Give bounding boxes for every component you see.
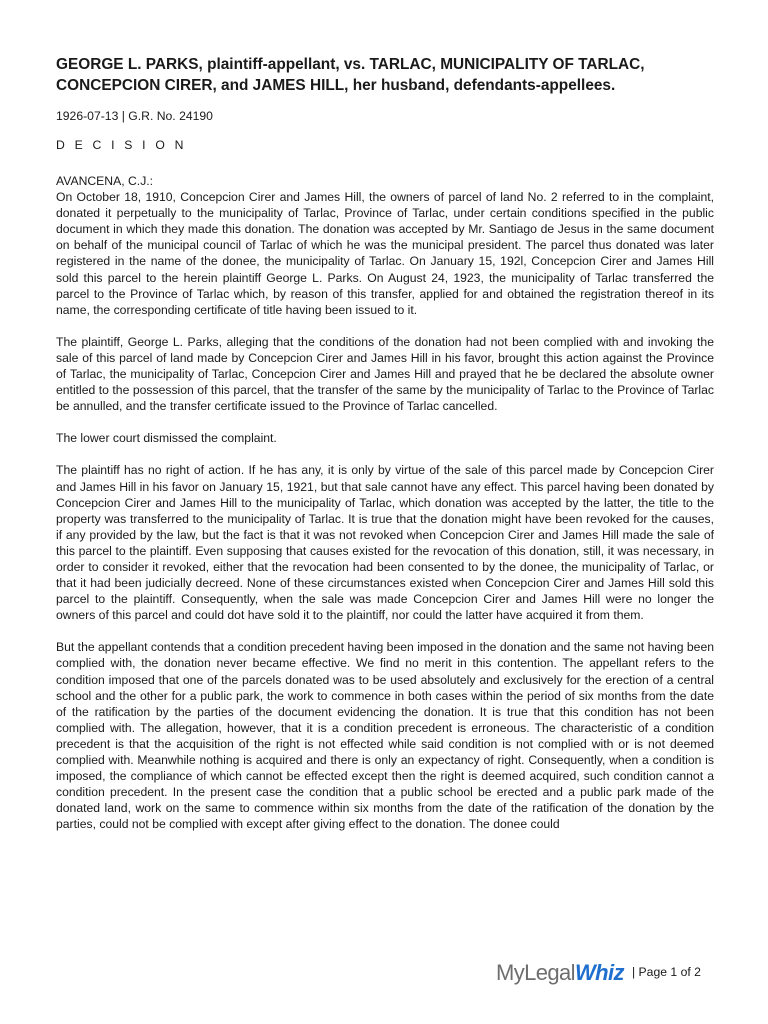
ponente-label: AVANCENA, C.J.: — [56, 174, 154, 188]
document-page — [56, 54, 714, 832]
paragraph-3: The lower court dismissed the complaint. — [56, 431, 277, 446]
mylegalwhiz-logo — [496, 960, 624, 986]
paragraph-1: On October 18, 1910, Concepcion Cirer and James Hill, the owners of parcel of land No. 2 referred to in the complaint, donated it perpetually to the municipality of Tarlac, Province of Tarlac, under certain conditions specified in the public document in which they made this donation. The donation was accepted by Mr. Santiago de Jesus in the same document on behalf of the municipal council of Tarlac of which he was the municipal president. The parcel thus donated was later registered in the name of the donee, the municipality of Tarlac. On January 15, 192l, Concepcion Cirer and James Hill sold this parcel to the herein plaintiff George L. Parks. On August 24, 1923, the municipality of Tarlac transferred the parcel to the Province of Tarlac which, by reason of this transfer, applied for and obtained the registration thereof in its name, the corresponding certificate of title having been issued to it. — [56, 190, 714, 317]
decision-heading: D E C I S I O N — [56, 138, 187, 152]
paragraph-4: The plaintiff has no right of action. If he has any, it is only by virtue of the sale of this parcel made by Concepcion Cirer and James Hill in his favor on January 15, 1921, but that sale cannot have any effect. This parcel having been donated by Concepcion Cirer and James Hill to the municipality of Tarlac, which donation was accepted by the latter, the title to the property was transferred to the municipality of Tarlac. It is true that the donation might have been revoked for the causes, if any provided by the law, but the fact is that it was not revoked when Concepcion Cirer and James Hill made the sale of this parcel to the plaintiff. Even supposing that causes existed for the revocation of this donation, still, it was necessary, in order to consider it revoked, either that the revocation had been consented to by the donee, the municipality of Tarlac, or that it had been judicially decreed. None of these circumstances existed when Concepcion Cirer and James Hill sold this parcel to the plaintiff. Consequently, when the sale was made Concepcion Cirer and James Hill were no longer the owners of this parcel and could dot have sold it to the plaintiff, nor could the latter have acquired it from them. — [56, 463, 714, 623]
case-title: GEORGE L. PARKS, plaintiff-appellant, vs. TARLAC, MUNICIPALITY OF TARLAC, CONCEPCION CIRER, and JAMES HILL, her husband, defendants-appellees. — [56, 56, 645, 94]
case-date-and-number: 1926-07-13 | G.R. No. 24190 — [56, 109, 213, 123]
logo-text-mylegal: MyLegal — [496, 960, 575, 985]
page-footer — [496, 960, 736, 986]
page-number: | Page 1 of 2 — [632, 965, 701, 979]
paragraph-2: The plaintiff, George L. Parks, alleging that the conditions of the donation had not been complied with and invoking the sale of this parcel of land made by Concepcion Cirer and James Hill in his favor, brought this action against the Province of Tarlac, the municipality of Tarlac, Concepcion Cirer and James Hill and prayed that he be declared the absolute owner entitled to the possession of this parcel, that the transfer of the same by the municipality of Tarlac to the Province of Tarlac be annulled, and the transfer certificate issued to the Province of Tarlac cancelled. — [56, 334, 714, 414]
paragraph-5: But the appellant contends that a condition precedent having been imposed in the donation and the same not having been complied with, the donation never became effective. We find no merit in this contention. The appellant refers to the condition imposed that one of the parcels donated was to be used absolutely and exclusively for the erection of a central school and the other for a public park, the work to commence in both cases within the period of six months from the date of the ratification by the parties of the document evidencing the donation. It is true that this condition has not been complied with. The allegation, however, that it is a condition precedent is erroneous. The characteristic of a condition precedent is that the acquisition of the right is not effected while said condition is not complied with or is not deemed complied with. Meanwhile nothing is acquired and there is only an expectancy of right. Consequently, when a condition is imposed, the compliance of which cannot be effected except then the right is deemed acquired, such condition cannot a condition precedent. In the present case the condition that a public school be erected and a public park made of the donated land, work on the same to commence within six months from the date of the ratification of the donation by the parties, could not be complied with except after giving effect to the donation. The donee could — [56, 640, 714, 832]
logo-text-whiz: Whiz — [574, 960, 624, 985]
